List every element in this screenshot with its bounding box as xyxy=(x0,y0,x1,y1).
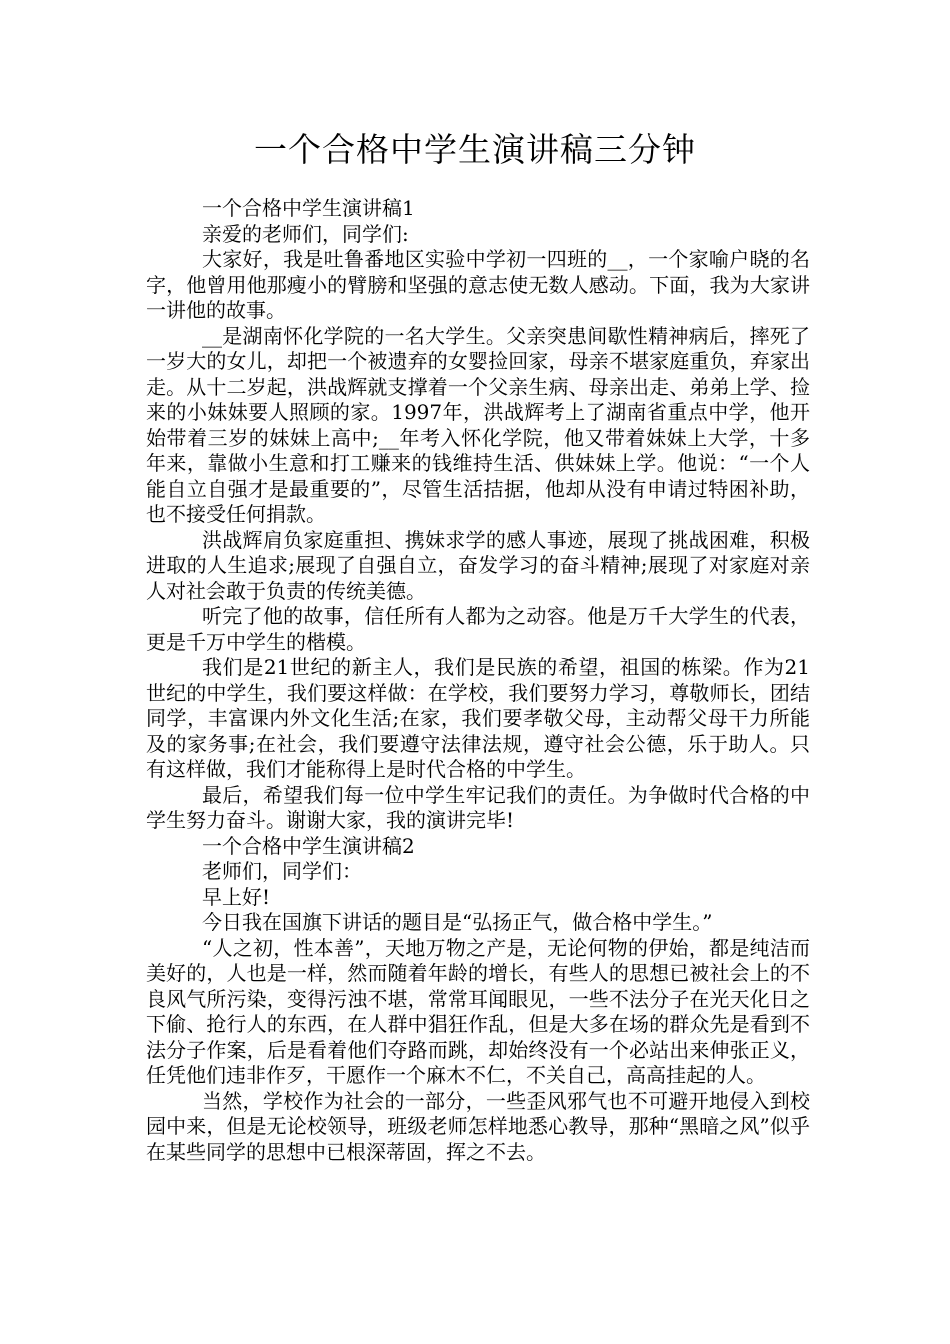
paragraph: “人之初，性本善”，天地万物之产是，无论何物的伊始，都是纯洁而美好的，人也是一样，然而随着年龄的增长，有些人的思想已被社会上的不良风气所污染，变得污浊不堪，常常耳闻眼见，一些不法分子在光天化日之下偷、抢行人的东西，在人群中猖狂作乱，但是大多在场的群众先是看到不法分子作案，后是看着他们夺路而跳，却始终没有一个必站出来伸张正义，任凭他们违非作歹，干愿作一个麻木不仁，不关自己，高高挂起的人。 xyxy=(146,935,810,1087)
paragraph: 听完了他的故事，信任所有人都为之动容。他是万千大学生的代表，更是千万中学生的楷模。 xyxy=(146,604,810,654)
document-body xyxy=(146,196,810,1165)
paragraph: 当然，学校作为社会的一部分，一些歪风邪气也不可避开地侵入到校园中来，但是无论校领导，班级老师怎样地悉心教导，那种“黑暗之风”似乎在某些同学的思想中已根深蒂固，挥之不去。 xyxy=(146,1088,810,1164)
paragraph: 今日我在国旗下讲话的题目是“弘扬正气，做合格中学生。” xyxy=(202,910,713,934)
paragraph: 早上好! xyxy=(202,884,271,909)
paragraph: 洪战辉肩负家庭重担、携妹求学的感人事迹，展现了挑战困难，积极进取的人生追求;展现了自强自立，奋发学习的奋斗精神;展现了对家庭对亲人对社会敢于负责的传统美德。 xyxy=(146,527,810,603)
paragraph: 最后，希望我们每一位中学生牢记我们的责任。为争做时代合格的中学生努力奋斗。谢谢大家，我的演讲完毕! xyxy=(146,782,810,832)
document-title: 一个合格中学生演讲稿三分钟 xyxy=(254,130,696,169)
paragraph: __是湖南怀化学院的一名大学生。父亲突患间歇性精神病后，摔死了一岁大的女儿，却把一个被遗弃的女婴捡回家，母亲不堪家庭重负，弃家出走。从十二岁起，洪战辉就支撑着一个父亲生病、母亲出走、弟弟上学、捡来的小妹妹要人照顾的家。1997年，洪战辉考上了湖南省重点中学，他开始带着三岁的妹妹上高中;__年考入怀化学院，他又带着妹妹上大学，十多年来，靠做小生意和打工赚来的钱维持生活、供妹妹上学。他说：“一个人能自立自强才是最重要的”，尽管生活拮据，他却从没有申请过特困补助，也不接受任何捐款。 xyxy=(146,323,810,526)
paragraph: 一个合格中学生演讲稿2 xyxy=(202,833,415,858)
paragraph: 老师们，同学们： xyxy=(202,859,362,883)
paragraph: 亲爱的老师们，同学们: xyxy=(202,221,409,246)
paragraph: 一个合格中学生演讲稿1 xyxy=(202,196,415,220)
paragraph: 大家好，我是吐鲁番地区实验中学初一四班的__，一个家喻户晓的名字，他曾用他那瘦小的臂膀和坚强的意志使无数人感动。下面，我为大家讲一讲他的故事。 xyxy=(146,247,810,322)
paragraph: 我们是21世纪的新主人，我们是民族的希望，祖国的栋梁。作为21世纪的中学生，我们要这样做：在学校，我们要努力学习，尊敬师长，团结同学，丰富课内外文化生活;在家，我们要孝敬父母，主动帮父母干力所能及的家务事;在社会，我们要遵守法律法规，遵守社会公德，乐于助人。只有这样做，我们才能称得上是时代合格的中学生。 xyxy=(146,655,810,781)
